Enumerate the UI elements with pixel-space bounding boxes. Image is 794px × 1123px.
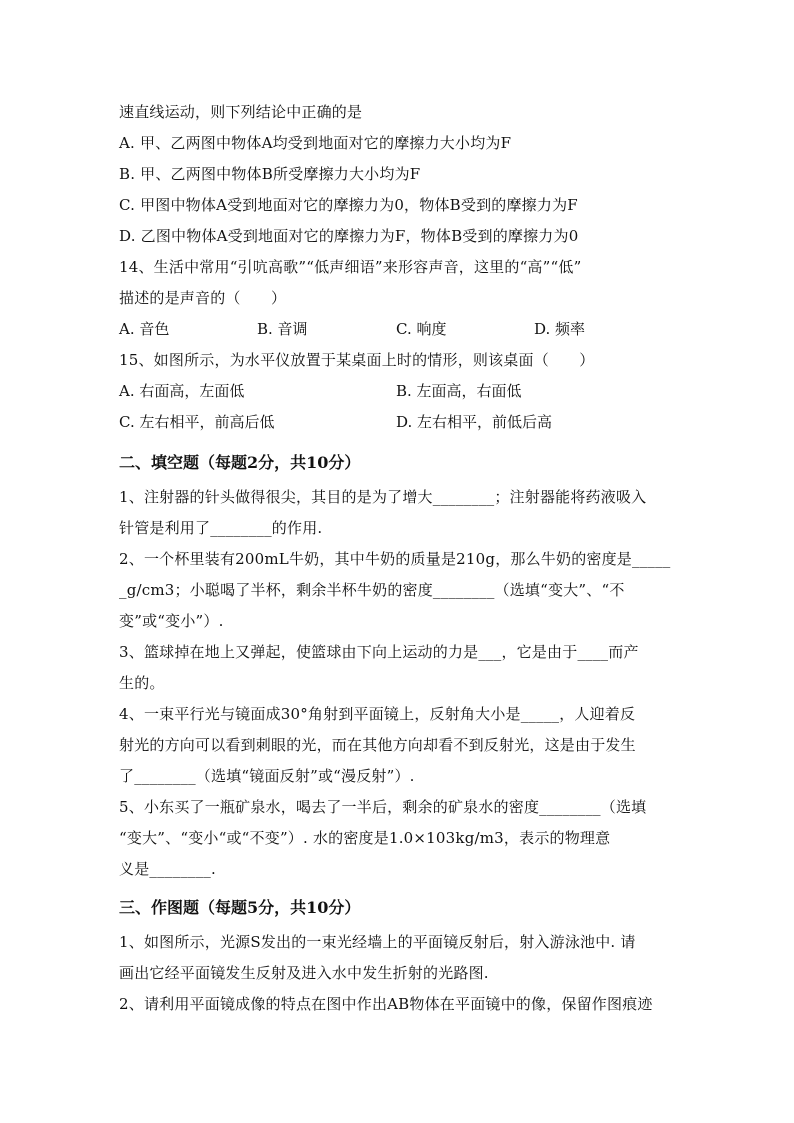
q15-stem: 15、如图所示，为水平仪放置于某桌面上时的情形，则该桌面（ ）: [119, 351, 595, 369]
s2-line-13: 义是________.: [119, 860, 216, 878]
q14-option-c: C. 响度: [396, 320, 447, 338]
s2-line-7: 生的。: [119, 674, 165, 692]
q13-option-a: A. 甲、乙两图中物体A均受到地面对它的摩擦力大小均为F: [119, 134, 512, 152]
s3-line-3: 2、请利用平面镜成像的特点在图中作出AB物体在平面镜中的像，保留作图痕迹: [119, 995, 653, 1013]
section3-title: 三、作图题（每题5分，共10分）: [119, 898, 361, 917]
q13-stem: 速直线运动，则下列结论中正确的是: [119, 103, 363, 121]
q14-option-a: A. 音色: [119, 320, 170, 338]
s2-line-5: 变”或“变小”）.: [119, 612, 224, 630]
q13-option-d: D. 乙图中物体A受到地面对它的摩擦力为F，物体B受到的摩擦力为0: [119, 227, 579, 245]
q13-option-c: C. 甲图中物体A受到地面对它的摩擦力为0，物体B受到的摩擦力为F: [119, 196, 578, 214]
q14-stem-line1: 14、生活中常用“引吭高歌”“低声细语”来形容声音，这里的“高”“低”: [119, 258, 582, 276]
s2-line-6: 3、篮球掉在地上又弹起，使篮球由下向上运动的力是___，它是由于____而产: [119, 643, 639, 661]
q14-stem-line2: 描述的是声音的（ ）: [119, 289, 287, 307]
section2-title: 二、填空题（每题2分，共10分）: [119, 453, 361, 472]
s2-line-9: 射光的方向可以看到刺眼的光，而在其他方向却看不到反射光，这是由于发生: [119, 736, 636, 754]
s3-line-1: 1、如图所示，光源S发出的一束光经墙上的平面镜反射后，射入游泳池中. 请: [119, 933, 636, 951]
s3-line-2: 画出它经平面镜发生反射及进入水中发生折射的光路图.: [119, 964, 489, 982]
s2-line-1: 1、注射器的针头做得很尖，其目的是为了增大________；注射器能将药液吸入: [119, 488, 647, 506]
q13-option-b: B. 甲、乙两图中物体B所受摩擦力大小均为F: [119, 165, 421, 183]
s2-line-11: 5、小东买了一瓶矿泉水，喝去了一半后，剩余的矿泉水的密度________（选填: [119, 798, 647, 816]
s2-line-12: “变大”、“变小“或“不变”）. 水的密度是1.0×103kg/m3，表示的物理意: [119, 829, 611, 847]
s2-line-2: 针管是利用了________的作用.: [119, 519, 323, 537]
s2-line-3: 2、一个杯里装有200mL牛奶，其中牛奶的质量是210g，那么牛奶的密度是_____: [119, 550, 671, 568]
s2-line-10: 了________（选填“镜面反射”或“漫反射”）.: [119, 767, 415, 785]
s2-line-4: _g/cm3；小聪喝了半杯，剩余半杯牛奶的密度________（选填“变大”、“不: [119, 581, 625, 599]
q15-option-b: B. 左面高，右面低: [396, 382, 522, 400]
q15-option-c: C. 左右相平，前高后低: [119, 413, 275, 431]
q15-option-d: D. 左右相平，前低后高: [396, 413, 553, 431]
q14-option-d: D. 频率: [534, 320, 586, 338]
q15-option-a: A. 右面高，左面低: [119, 382, 245, 400]
s2-line-8: 4、一束平行光与镜面成30°角射到平面镜上，反射角大小是_____，人迎着反: [119, 705, 636, 723]
q14-option-b: B. 音调: [257, 320, 308, 338]
